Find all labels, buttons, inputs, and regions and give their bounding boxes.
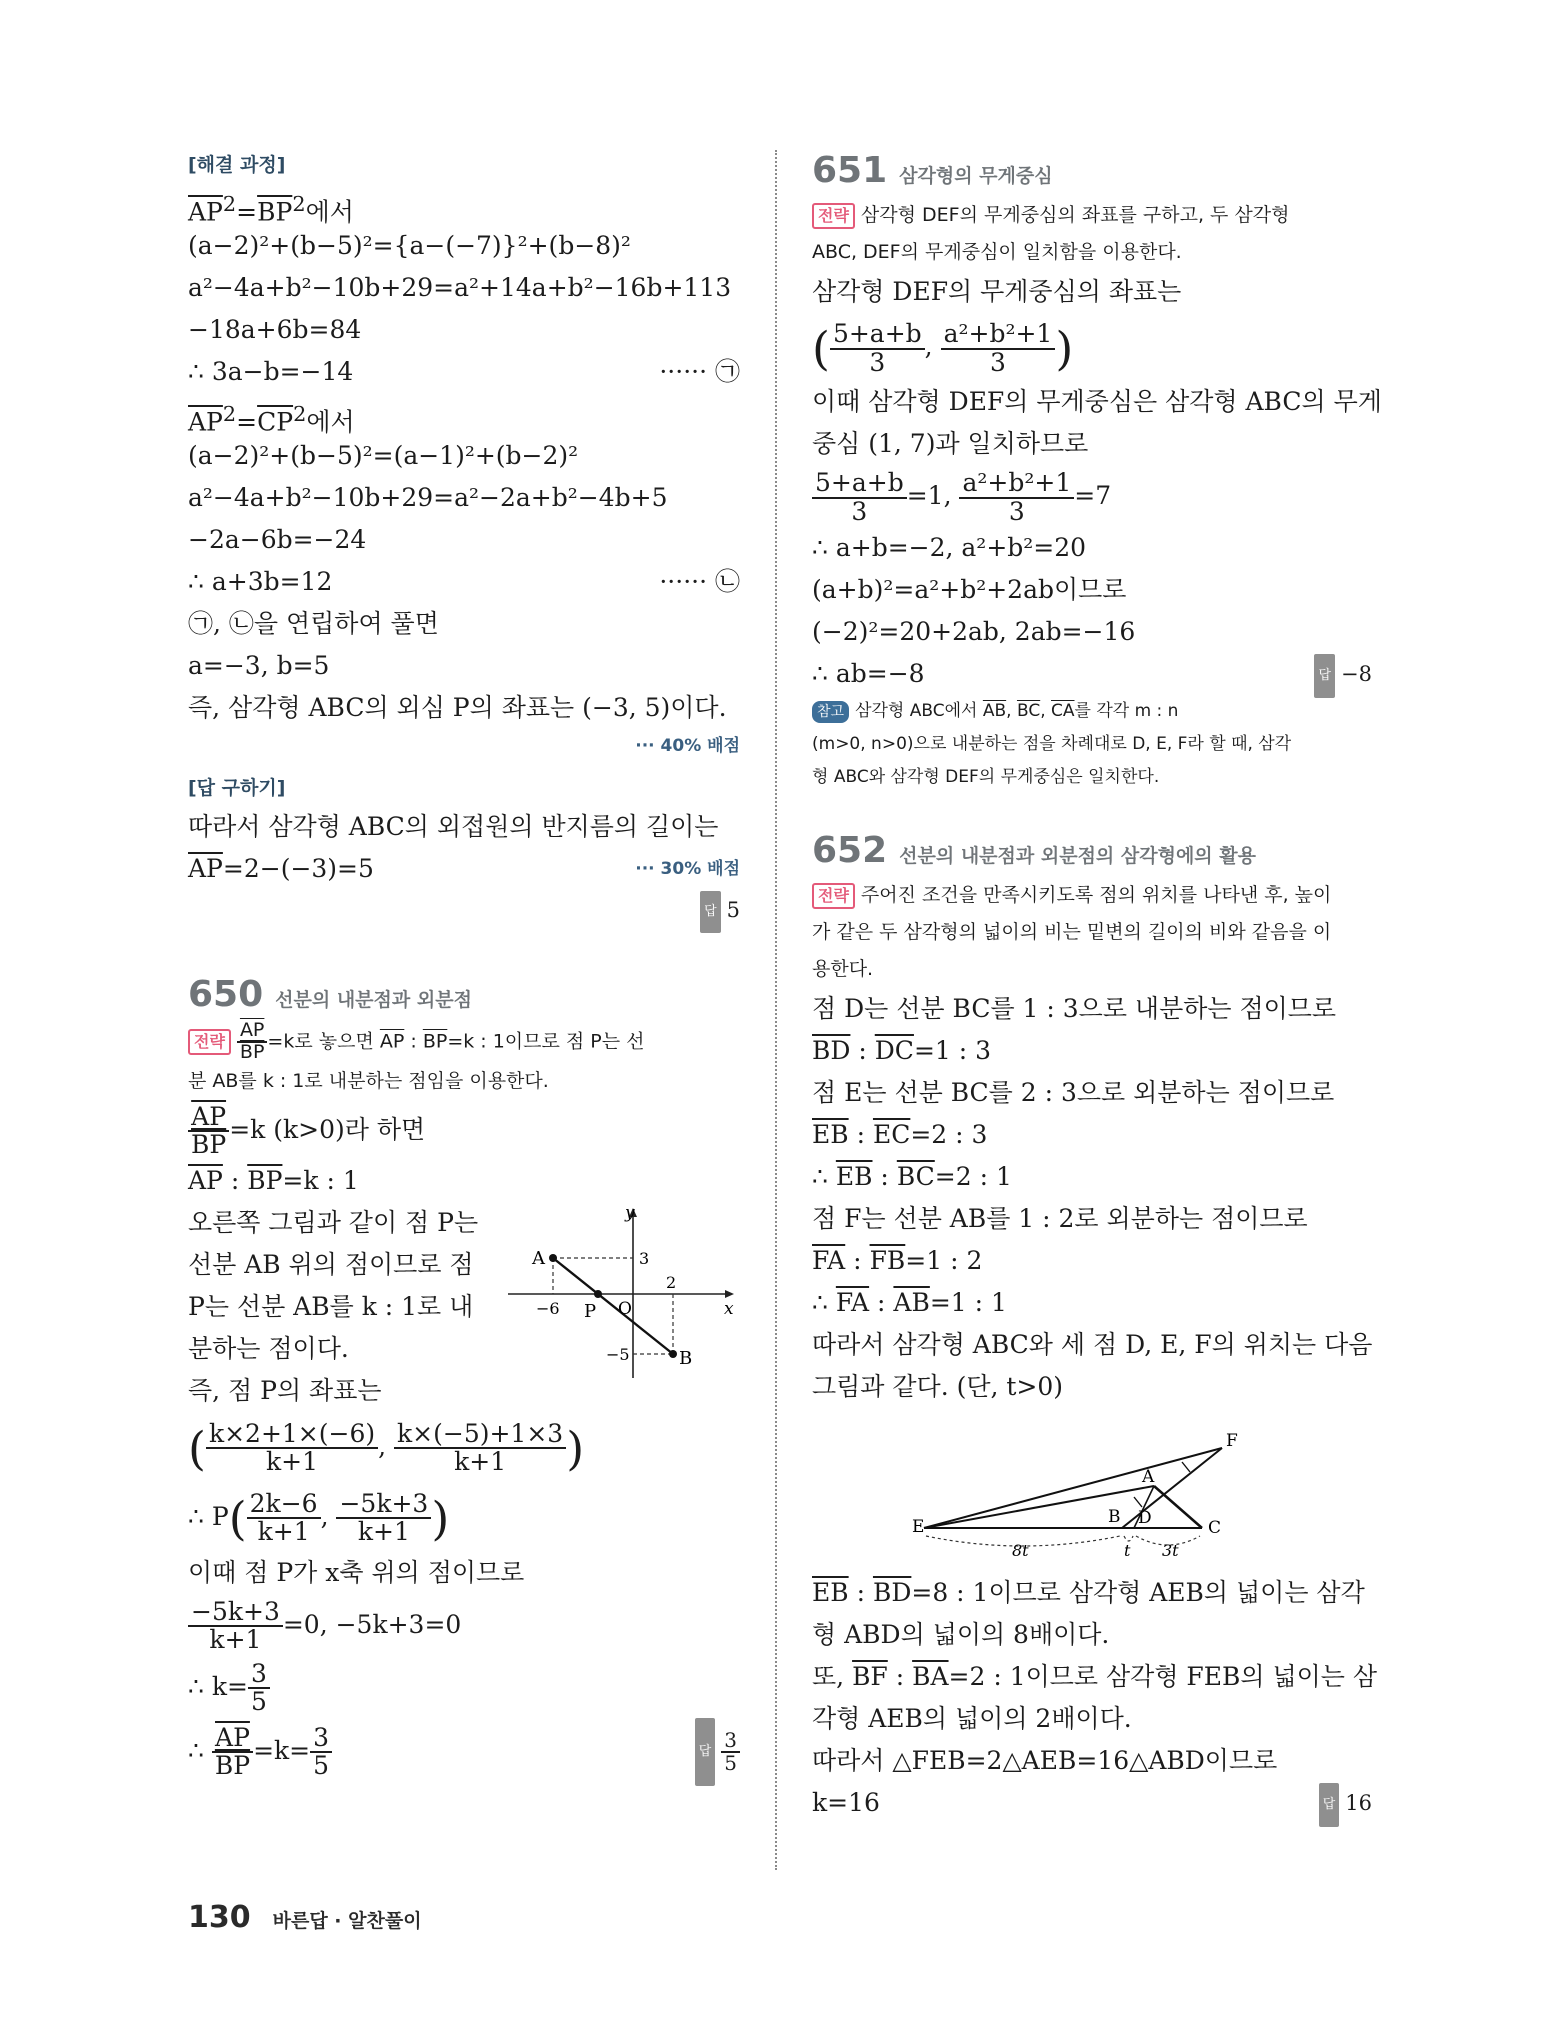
eq-line: $\overline{FA}$ : $\overline{FB}=1$ : 2: [812, 1246, 983, 1275]
strategy-652: 전략 주어진 조건을 만족시키도록 점의 위치를 나타낸 후, 높이: [812, 877, 1372, 914]
text-line: 이때 점 P가 x축 위의 점이므로: [188, 1557, 525, 1587]
eq-line: a²−4a+b²−10b+29=a²−2a+b²−4b+5: [188, 483, 668, 512]
eq-line: $\frac{5+a+b}{3}$ =1, $\frac{\text{a²+b²+1}}{3}$ =7: [812, 465, 1372, 527]
eq-line: ∴ P( $\frac{2k-6}{k+1}$ , $\frac{-5k+3}{k+1}$ ): [188, 1489, 450, 1547]
text-line: 형 ABD의 넓이의 8배이다.: [812, 1620, 1110, 1649]
text-line: 분하는 점이다.: [188, 1333, 349, 1363]
eq-line: ∴ a+b=−2, a²+b²=20: [812, 533, 1087, 562]
eq-line: (a+b)²=a²+b²+2ab이므로: [812, 575, 1127, 604]
figure-block-650: [188, 1202, 740, 1412]
point-b-label: B: [679, 1347, 693, 1369]
text-line: 이때 삼각형 DEF의 무게중심은 삼각형 ABC의 무게: [812, 387, 1382, 416]
left-column: [188, 150, 740, 1784]
strategy-652-line2: 가 같은 두 삼각형의 넓이의 비는 밑변의 길이의 비와 같음을 이: [812, 921, 1332, 943]
answer-heading: [답 구하기]: [188, 777, 286, 799]
eq-line: $\overline{BD}$ : $\overline{DC}=1$ : 3: [812, 1036, 992, 1065]
page-footer: [188, 1900, 422, 1935]
strategy-tag: 전략: [188, 1029, 231, 1055]
answer-649: 답 5: [188, 890, 740, 930]
problem-title: 삼각형의 무게중심: [899, 165, 1053, 187]
eq-line: ∴ k= $\frac{3}{5}$: [188, 1656, 740, 1718]
column-divider: [775, 150, 777, 1870]
text-line: 삼각형 DEF의 무게중심의 좌표는: [812, 277, 1182, 306]
strategy-652-line3: 용한다.: [812, 958, 874, 980]
eq-line: a²−4a+b²−10b+29=a²+14a+b²−16b+113: [188, 273, 732, 302]
problem-651-header: [812, 150, 1372, 191]
reference-tag: 참고: [812, 701, 849, 723]
length-label: t: [1124, 1541, 1131, 1560]
eq-line: k=16 답 16: [812, 1782, 1372, 1824]
text-line: 그림과 같다. (단, t>0): [812, 1372, 1064, 1401]
reference-note-line2: (m>0, n>0)으로 내분하는 점을 차례대로 D, E, F라 할 때, 삼각: [812, 734, 1292, 754]
problem-number: 652: [812, 830, 888, 871]
answer-650: 답 $\frac{3}{5}$: [695, 1718, 740, 1787]
book-title: 바른답 · 알찬풀이: [272, 1910, 422, 1932]
point-f-label: F: [1226, 1432, 1238, 1451]
point-d-label: D: [1138, 1508, 1152, 1528]
text-line: 오른쪽 그림과 같이 점 P는: [188, 1207, 479, 1237]
eq-marker: ······ ㉠: [659, 357, 740, 386]
length-label: 3t: [1162, 1541, 1179, 1560]
eq-line: $\frac{\overline{AP}}{BP}$ =k (k>0)라 하면: [188, 1100, 740, 1160]
page-number: 130: [188, 1900, 251, 1935]
problem-number: 650: [188, 974, 264, 1015]
origin-label: O: [618, 1298, 632, 1319]
eq-line: ∴ $\overline{FA}$ : $\overline{AB}=1$ : 1: [812, 1288, 1007, 1317]
point-b: [669, 1350, 677, 1358]
eq-line: ∴ 3a−b=−14 ······ ㉠: [188, 351, 740, 393]
eq-line: (a−2)²+(b−5)²=(a−1)²+(b−2)²: [188, 441, 579, 470]
text-line: 즉, 삼각형 ABC의 외심 P의 좌표는 (−3, 5)이다.: [188, 693, 727, 722]
problem-652-header: [812, 830, 1372, 871]
score-note: ··· 40% 배점: [635, 736, 740, 756]
text-line: 따라서 삼각형 ABC의 외접원의 반지름의 길이는: [188, 812, 719, 841]
eq-line: ∴ ab=−8 답 −8: [812, 653, 1372, 695]
point-b-label: B: [1108, 1507, 1121, 1527]
text-line: 선분 AB 위의 점이므로 점: [188, 1249, 474, 1279]
text-line: 따라서 △FEB=2△AEB=16△ABD이므로: [812, 1746, 1278, 1775]
segment-fb: [1122, 1448, 1222, 1528]
eq-line: $\overline{AP}=2-(-3)=5$ ··· 30% 배점: [188, 848, 740, 890]
problem-title: 선분의 내분점과 외분점: [275, 989, 472, 1011]
text-line: 각형 AEB의 넓이의 2배이다.: [812, 1704, 1132, 1733]
eq-line: $\overline{AP}^2=\overline{BP}^2$에서: [188, 192, 354, 227]
y-axis-label: y: [625, 1202, 635, 1223]
tick-label: 2: [666, 1272, 677, 1292]
segment-ab: [553, 1258, 673, 1354]
problem-title: 선분의 내분점과 외분점의 삼각형에의 활용: [899, 845, 1256, 867]
x-axis-arrow: [725, 1290, 734, 1298]
solve-heading: [해결 과정]: [188, 154, 286, 176]
right-column: [812, 150, 1382, 1824]
point-p: [594, 1290, 602, 1298]
eq-line: ( $\frac{5+a+b}{3}$ , $\frac{\text{a²+b²+1}}{3}$ ): [812, 319, 1074, 377]
tick-label: −5: [606, 1344, 630, 1364]
strategy-650: 전략 $\frac{\overline{AP}}{BP}$ =k로 놓으면 $\overline{AP}$ : $\overline{BP}=k$ : 1이므로 점 P는 선: [188, 1021, 740, 1063]
text-line: 중심 (1, 7)과 일치하므로: [812, 429, 1089, 458]
segment-ef: [924, 1448, 1222, 1528]
reference-note: 참고 삼각형 ABC에서 $\overline{AB}$, $\overline{BC}$, $\overline{CA}$를 각각 m : n: [812, 695, 1372, 728]
answer-651: 답 −8: [1314, 653, 1372, 698]
tick-mark: [1134, 1497, 1142, 1507]
strategy-tag: 전략: [812, 203, 855, 229]
text-line: P는 선분 AB를 k : 1로 내: [188, 1291, 474, 1321]
text-line: 점 E는 선분 BC를 2 : 3으로 외분하는 점이므로: [812, 1078, 1335, 1107]
point-a-label: A: [1142, 1467, 1155, 1487]
problem-number: 651: [812, 150, 888, 191]
eq-line: (a−2)²+(b−5)²={a−(−7)}²+(b−8)²: [188, 231, 631, 260]
tick-label: −6: [536, 1298, 560, 1318]
text-line: $\overline{EB}$ : $\overline{BD}=8$ : 1이므로 삼각형 AEB의 넓이는 삼각: [812, 1578, 1365, 1607]
segment-ac: [1154, 1486, 1202, 1528]
eq-line: $\overline{EB}$ : $\overline{EC}=2$ : 3: [812, 1120, 988, 1149]
text-line: 점 D는 선분 BC를 1 : 3으로 내분하는 점이므로: [812, 994, 1337, 1023]
problem-650-header: [188, 974, 740, 1015]
text-line: 즉, 점 P의 좌표는: [188, 1375, 382, 1405]
coordinate-figure: [508, 1202, 740, 1382]
eq-line: ∴ $\frac{\overline{AP}}{BP}$ =k= $\frac{3}{5}$ 답 $\frac{3}{5}$: [188, 1718, 740, 1784]
point-a: [549, 1254, 557, 1262]
point-a-label: A: [532, 1247, 545, 1269]
eq-line: ( $\frac{k\times 2+1\times(-6)}{k+1}$ , $\frac{k\times(-5)+1\times 3}{k+1}$ ): [188, 1419, 585, 1477]
eq-line: $\frac{-5k+3}{k+1}$ =0, −5k+3=0: [188, 1594, 740, 1656]
strategy-tag: 전략: [812, 883, 855, 909]
eq-line: −18a+6b=84: [188, 315, 362, 344]
eq-marker: ······ ㉡: [659, 567, 740, 596]
strategy-651: 전략 삼각형 DEF의 무게중심의 좌표를 구하고, 두 삼각형: [812, 197, 1372, 234]
text-line: 또, $\overline{BF}$ : $\overline{BA}=2$ : 1이므로 삼각형 FEB의 넓이는 삼: [812, 1662, 1378, 1691]
reference-note-line3: 형 ABC와 삼각형 DEF의 무게중심은 일치한다.: [812, 767, 1160, 787]
x-axis-label: x: [724, 1298, 734, 1319]
eq-line: ∴ a+3b=12 ······ ㉡: [188, 561, 740, 603]
tick-mark: [1182, 1462, 1190, 1472]
eq-line: ∴ $\overline{EB}$ : $\overline{BC}=2$ : 1: [812, 1162, 1012, 1191]
answer-652: 답 16: [1319, 1782, 1372, 1827]
point-c-label: C: [1208, 1518, 1222, 1538]
text-line: 따라서 삼각형 ABC와 세 점 D, E, F의 위치는 다음: [812, 1330, 1373, 1359]
strategy-651-line2: ABC, DEF의 무게중심이 일치함을 이용한다.: [812, 241, 1182, 263]
eq-line: −2a−6b=−24: [188, 525, 367, 554]
tick-label: 3: [639, 1248, 650, 1268]
eq-line: (−2)²=20+2ab, 2ab=−16: [812, 617, 1136, 646]
triangle-figure: [912, 1432, 1252, 1562]
point-p-label: P: [584, 1300, 597, 1322]
point-e-label: E: [912, 1517, 925, 1537]
eq-line: $\overline{AP}$ : $\overline{BP}=k$ : 1: [188, 1165, 359, 1195]
eq-line: $\overline{AP}^2=\overline{CP}^2$에서: [188, 402, 355, 437]
strategy-650-line2: 분 AB를 k : 1로 내분하는 점임을 이용한다.: [188, 1069, 549, 1092]
eq-line: a=−3, b=5: [188, 651, 330, 680]
score-note: ··· 30% 배점: [635, 859, 740, 879]
length-label: 8t: [1012, 1541, 1029, 1560]
text-line: 점 F는 선분 AB를 1 : 2로 외분하는 점이므로: [812, 1204, 1308, 1233]
text-line: ㉠, ㉡을 연립하여 풀면: [188, 609, 439, 638]
